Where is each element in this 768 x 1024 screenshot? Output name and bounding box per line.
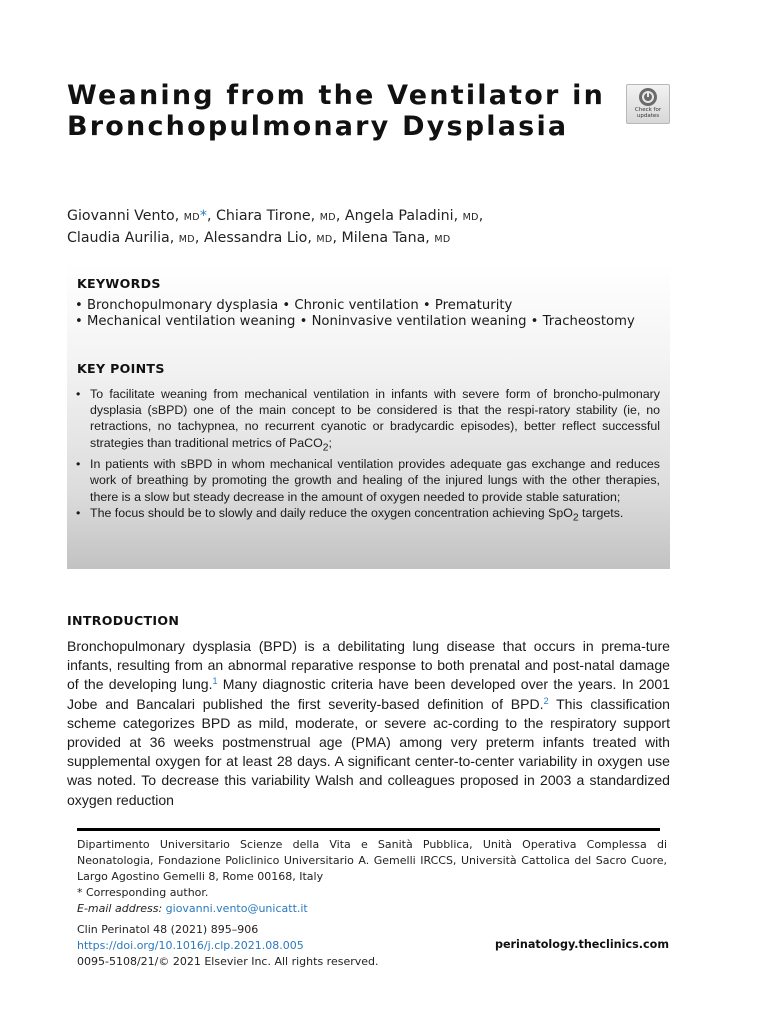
check-for-updates-badge[interactable]: [626, 84, 670, 124]
author-item: Giovanni Vento, MD*,: [67, 208, 216, 224]
corresponding-author-note: * Corresponding author.: [77, 886, 209, 899]
journal-url[interactable]: perinatology.theclinics.com: [494, 938, 669, 951]
affiliation-text: Dipartimento Universitario Scienze della Vita e Sanità Pubblica, Unità Operativa Complessa di Neonatologia, Fondazione Policlinico Universitario A. Gemelli IRCCS, Università Cattolica del Sacro Cuore, Largo Agostino Gemelli 8, Rome 00168, Italy: [77, 838, 667, 883]
key-points-list: [75, 386, 660, 527]
reference-link[interactable]: 1: [212, 676, 218, 687]
citation-text: Clin Perinatol 48 (2021) 895–906: [77, 923, 259, 936]
email-link[interactable]: giovanni.vento@unicatt.it: [165, 902, 308, 915]
key-point-item: • The focus should be to slowly and daily reduce the oxygen concentration achieving SpO$_2$ targets.: [76, 505, 624, 524]
author-list: [67, 206, 687, 250]
key-point-item: • To facilitate weaning from mechanical ventilation in infants with severe form of broncho-pulmonary dysplasia (sBPD) one of the main concept to be considered is that the respi-ratory stability (ie, no retractions, no tachypnea, no recurrent cyanotic or bradycardic episodes), better reflect successful strategies than traditional metrics of PaCO$_2$;: [76, 387, 660, 454]
keywords-line: • Mechanical ventilation weaning • Noninvasive ventilation weaning • Tracheostomy: [75, 314, 635, 329]
author-item: Milena Tana, MD: [341, 230, 451, 246]
introduction-heading: INTRODUCTION: [67, 613, 180, 628]
check-for-updates-label: Check for updates: [634, 107, 662, 119]
author-item: Claudia Aurilia, MD,: [67, 230, 204, 246]
author-item: Angela Paladini, MD,: [344, 208, 484, 224]
copyright-text: 0095-5108/21/© 2021 Elsevier Inc. All rights reserved.: [77, 955, 379, 968]
author-item: Chiara Tirone, MD,: [216, 208, 345, 224]
keywords-keypoints-box: [67, 263, 670, 569]
footnote-block: [77, 837, 667, 917]
citation-block: [77, 922, 477, 970]
check-for-updates-icon: [638, 87, 658, 107]
keywords-heading: KEYWORDS: [77, 276, 161, 291]
key-point-item: • In patients with sBPD in whom mechanical ventilation provides adequate gas exchange and reduces work of breathing by promoting the growth and healing of the injured lungs with the other therapies, there is a slow but steady decrease in the amount of oxygen needed to provide stable saturation;: [76, 457, 660, 504]
introduction-paragraph: Bronchopulmonary dysplasia (BPD) is a debilitating lung disease that occurs in prema-ture infants, resulting from an abnormal reparative response to both prenatal and post-natal damage of the developing lung.$^1$ Many diagnostic criteria have been developed over the years. In 2001 Jobe and Bancalari published the first severity-based definition of BPD.$^2$ This classification scheme categorizes BPD as mild, moderate, or severe ac-cording to the respiratory support provided at 36 weeks postmenstrual age (PMA) among very preterm infants treated with supplemental oxygen for at least 28 days. A significant center-to-center variability in oxygen use was noted. To decrease this variability Walsh and colleagues proposed in 2003 a standardized oxygen reduction: [67, 638, 670, 808]
article-title: Weaning from the Ventilator in Bronchopulmonary Dysplasia: [67, 80, 605, 142]
keywords-line: • Bronchopulmonary dysplasia • Chronic ventilation • Prematurity: [75, 298, 513, 313]
doi-link[interactable]: https://doi.org/10.1016/j.clp.2021.08.005: [77, 939, 304, 952]
key-points-heading: KEY POINTS: [77, 361, 165, 376]
email-label: E-mail address:: [77, 902, 163, 915]
corresponding-mark[interactable]: *: [199, 208, 207, 224]
author-item: Alessandra Lio, MD,: [203, 230, 342, 246]
footnote-divider: [77, 828, 660, 831]
reference-link[interactable]: 2: [543, 695, 549, 706]
email-line: [77, 901, 667, 917]
